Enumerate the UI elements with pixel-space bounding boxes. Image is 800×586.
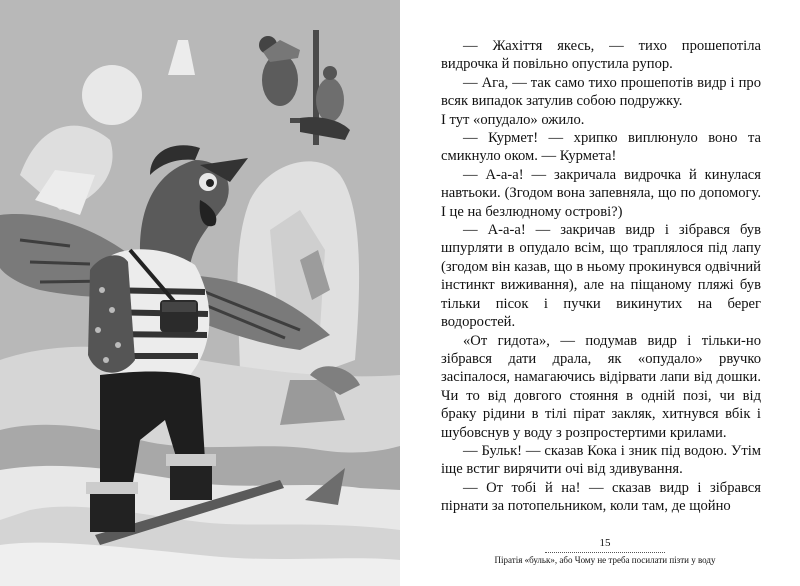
paragraph: — Бульк! — сказав Кока і зник під водою. Утім іще встиг вирячити очі від здивування. — [441, 442, 761, 478]
page-number: 15 — [599, 537, 611, 549]
paragraph: — Ага, — так само тихо прошепотів видр і про всяк випадок затулив собою подружку. — [441, 74, 761, 110]
story-text — [441, 37, 761, 516]
running-footer: Піратія «бульк», або Чому не треба посилати пізти у воду — [494, 555, 716, 565]
text-page — [400, 0, 800, 586]
paragraph: — От тобі й на! — сказав видр і зібрався пірнати за потопельником, коли там, де щойно — [441, 479, 761, 515]
footer-divider — [545, 552, 665, 553]
paragraph: — А-а-а! — закричав видр і зібрався був шпурляти в опудало всім, що траплялося під лапу (згодом він казав, що в ньому прокинувся одвічний інстинкт виживання), але на піщаному пляжі був тільки пісок і пучки викинутих на берег водоростей. — [441, 222, 761, 331]
paragraph: — Жахіття якесь, — тихо прошепотіла видрочка й повільно опустила рупор. — [441, 38, 761, 73]
paragraph: І тут «опудало» ожило. — [441, 111, 585, 128]
paragraph: — Курмет! — хрипко виплюнуло воно та смикнуло оком. — Курмета! — [441, 130, 761, 165]
paragraph: «От гидота», — подумав видр і тільки-но зібрався дати драла, як «опудало» рвучко засіпалося, намагаючись відірвати лапи від дошки. Чи то від довгого стояння в одній позі, чи від браку рідини в тілі пірат закляк, хитнувся вбік і шубовснув у воду з розпростертими крилами. — [441, 332, 761, 441]
page-footer — [460, 537, 750, 566]
paragraph: — А-а-а! — закричала видрочка й кинулася навтьоки. (Згодом вона запевняла, що по допомогу. І це на безлюдному острові?) — [441, 166, 761, 220]
